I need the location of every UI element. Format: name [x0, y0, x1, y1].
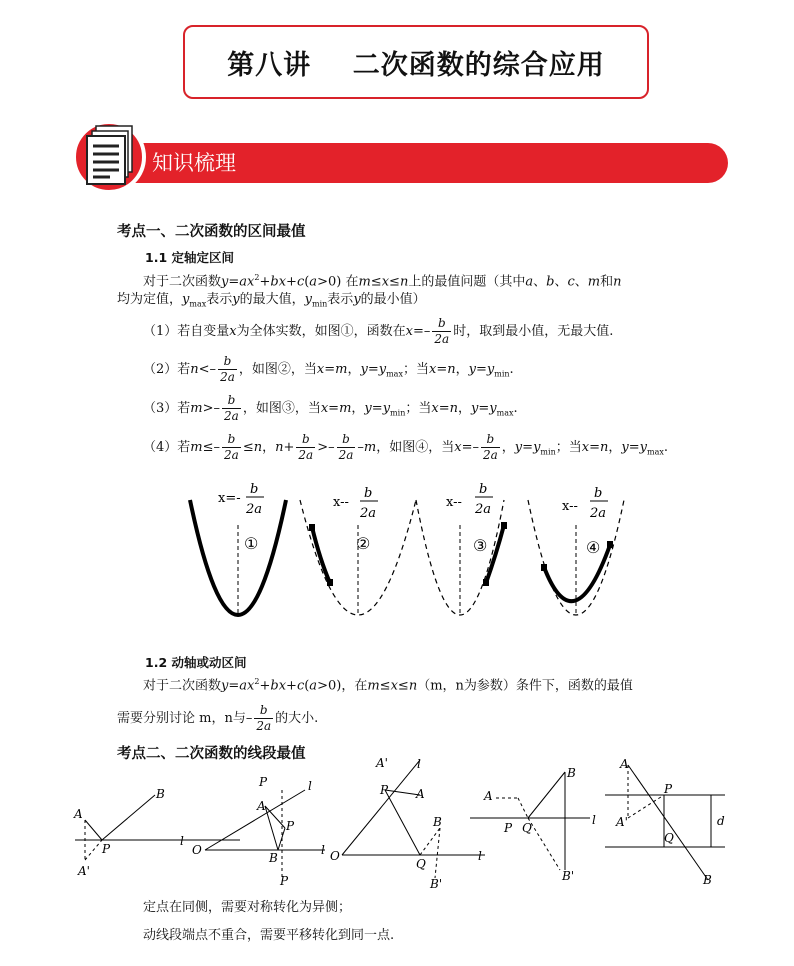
section-heading-2: 考点二、二次函数的线段最值 — [117, 746, 306, 762]
geo1-Aprime: A' — [78, 864, 90, 878]
figure-3 — [416, 482, 507, 615]
fig3-den: 2a — [475, 502, 492, 517]
geo5-Q: Q — [664, 831, 674, 845]
geo3-A: A — [416, 787, 425, 801]
geo4-Q: Q — [522, 821, 532, 835]
geo3-O: O — [330, 849, 340, 863]
fig4-den: 2a — [590, 506, 607, 521]
geo2-P2: P — [280, 874, 289, 888]
fig1-num: b — [250, 482, 259, 497]
figure-4 — [528, 486, 624, 615]
banner-title: 知识梳理 — [152, 151, 236, 175]
geo5-Aprime: A' — [616, 815, 628, 829]
fig3-number: ③ — [473, 536, 488, 555]
subsection-1-2: 1.2 动轴或动区间 — [145, 655, 247, 670]
fig4-number: ④ — [586, 538, 601, 557]
geo5-d: d — [717, 814, 725, 828]
geo4-l: l — [592, 813, 596, 827]
geo2-O: O — [192, 843, 202, 857]
geo4-P: P — [504, 821, 513, 835]
intro-line-1: 对于二次函数$y=ax^2+bx+c(a>0)$ 在m≤x≤n上的最值问题（其中a、b、c、m和n — [143, 273, 622, 290]
note-2: 动线段端点不重合，需要平移转化到同一点. — [143, 928, 395, 943]
fig1-number: ① — [244, 534, 259, 553]
fig3-axis-label: x-- — [446, 495, 462, 510]
fig4-axis-label: x-- — [562, 499, 578, 514]
fig2-axis-label: x-- — [333, 495, 349, 510]
geo2-P: P — [286, 819, 295, 833]
section-heading-1: 考点一、二次函数的区间最值 — [117, 224, 306, 240]
geo4-A: A — [484, 789, 493, 803]
geo5-B: B — [703, 873, 712, 887]
document-icon — [86, 124, 142, 186]
geo3-Aprime: A' — [376, 756, 388, 770]
dynamic-line-1: 对于二次函数$y=ax^2+bx+c(a>0)$，在m≤x≤n（m，n为参数）条件下，函数的最值 — [143, 677, 633, 694]
geo-figure-2 — [192, 775, 325, 888]
geo-figure-5 — [605, 757, 725, 887]
geo3-B: B — [433, 815, 442, 829]
geo3-P: P — [380, 783, 389, 797]
fig2-number: ② — [356, 534, 371, 553]
fig2-num: b — [364, 486, 373, 501]
parabola-figures — [170, 475, 640, 625]
case-3: （3）若m>– $\frac{b}{2a}$ ，如图③，当x=m，$y=y_{min}$；当x=n，$y=y_{max}$. — [143, 393, 518, 423]
lesson-title: 第八讲 二次函数的综合应用 — [183, 25, 649, 99]
fig2-den: 2a — [360, 506, 377, 521]
geo4-B: B — [567, 766, 576, 780]
geo-figure-1 — [73, 787, 240, 878]
figure-1 — [190, 482, 286, 615]
figure-2 — [300, 486, 416, 615]
geo4-Bprime: B' — [562, 869, 575, 883]
geo3-Bprime: B' — [430, 877, 443, 891]
fig4-num: b — [594, 486, 603, 501]
case-1: （1）若自变量x为全体实数，如图①，函数在x=– $\frac{b}{2a}$ 时，取到最小值，无最大值. — [143, 316, 614, 346]
subsection-1-1: 1.1 定轴定区间 — [145, 250, 234, 265]
geo5-A: A — [620, 757, 629, 771]
segment-figures — [60, 750, 740, 895]
dynamic-line-2: 需要分别讨论 m，n与– $\frac{b}{2a}$ 的大小. — [117, 703, 319, 733]
geo3-l3: l — [478, 849, 482, 863]
fig1-den: 2a — [246, 502, 263, 517]
case-4: （4）若m≤– $\frac{b}{2a}$ ≤n，n+ $\frac{b}{2a}$ >– $\frac{b}{2a}$ –m，如图④，当x=– $\frac{b}{2a}$ ，$y=y_{min}$；当x=n，$y=y_{max}$. — [143, 432, 669, 462]
geo3-Q: Q — [416, 857, 426, 871]
geo3-l1: l — [417, 757, 421, 771]
geo1-P: P — [102, 842, 111, 856]
geo2-P1: P — [259, 775, 268, 789]
geo2-B: B — [269, 851, 278, 865]
note-1: 定点在同侧，需要对称转化为异侧； — [143, 900, 352, 915]
geo-figure-4 — [470, 766, 596, 883]
fig1-axis-label: x=- — [218, 491, 241, 506]
geo2-A: A — [257, 799, 266, 813]
geo2-l1: l — [308, 779, 312, 793]
geo5-P: P — [664, 782, 673, 796]
fig3-num: b — [479, 482, 488, 497]
geo1-A: A — [74, 807, 83, 821]
geo-figure-3 — [330, 756, 485, 891]
geo1-l: l — [180, 834, 184, 848]
case-2: （2）若n<– $\frac{b}{2a}$ ，如图②，当x=m，$y=y_{max}$；当x=n，$y=y_{min}$. — [143, 354, 514, 384]
intro-line-2: 均为定值，$y_{max}$表示y的最大值，$y_{min}$表示y的最小值） — [117, 292, 426, 309]
geo1-B: B — [156, 787, 165, 801]
geo2-l2: l — [321, 843, 325, 857]
